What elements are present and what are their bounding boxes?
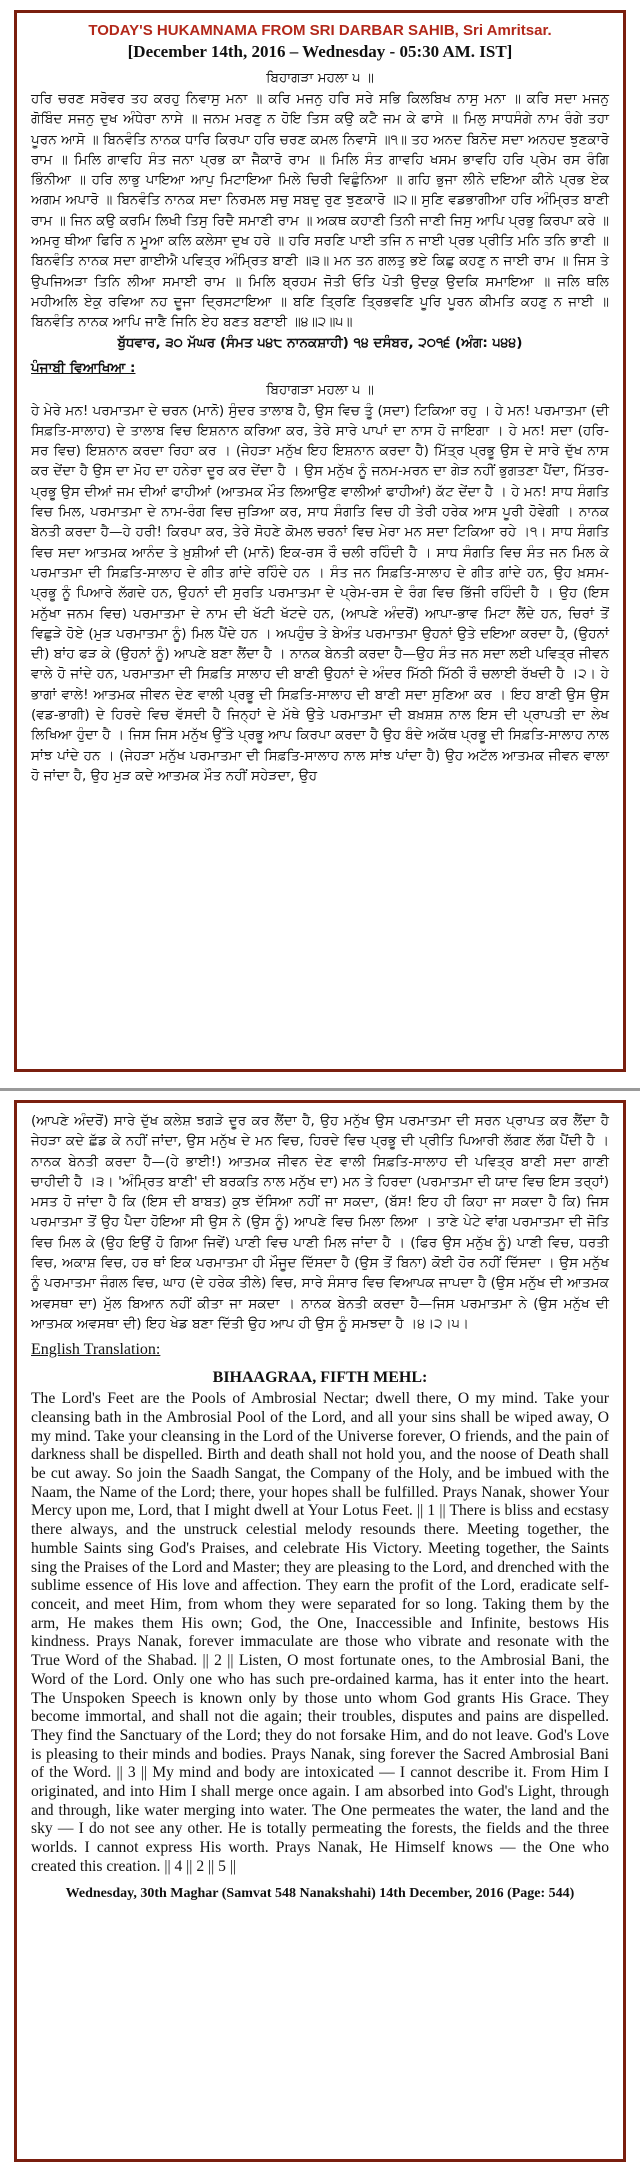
footer-date-line: Wednesday, 30th Maghar (Samvat 548 Nanakshahi) 14th December, 2016 (Page: 544) <box>65 1885 575 1901</box>
english-title: BIHAAGRAA, FIFTH MEHL: <box>212 1369 428 1387</box>
punjabi-text-part2: (ਆਪਣੇ ਅੰਦਰੋਂ) ਸਾਰੇ ਦੁੱਖ ਕਲੇਸ਼ ਝਗੜੇ ਦੂਰ ਕਰ ਲੈਂਦਾ ਹੈ, ਉਹ ਮਨੁੱਖ ਉਸ ਪਰਮਾਤਮਾ ਦੀ ਸਰਨ ਪ੍ਰਾਪਤ ਕਰ ਲੈਂਦਾ ਹੈ ਜੇਹੜਾ ਕਦੇ ਛੱਡ ਕੇ ਨਹੀਂ ਜਾਂਦਾ, ਉਸ ਮਨੁੱਖ ਦੇ ਮਨ ਵਿਚ, ਹਿਰਦੇ ਵਿਚ ਪ੍ਰਭੂ ਦੀ ਪ੍ਰੀਤਿ ਪਿਆਰੀ ਲੱਗਣ ਲੱਗ ਪੈਂਦੀ ਹੈ । ਨਾਨਕ ਬੇਨਤੀ ਕਰਦਾ ਹੈ—(ਹੇ ਭਾਈ!) ਆਤਮਕ ਜੀਵਨ ਦੇਣ ਵਾਲੀ ਸਿਫ਼ਤਿ-ਸਾਲਾਹ ਦੀ ਪਵਿਤ੍ਰ ਬਾਣੀ ਸਦਾ ਗਾਣੀ ਚਾਹੀਦੀ ਹੈ ।੩। 'ਅੰਮ੍ਰਿਤ ਬਾਣੀ' ਦੀ ਬਰਕਤਿ ਨਾਲ ਮਨੁੱਖ ਦਾ) ਮਨ ਤੇ ਹਿਰਦਾ (ਪਰਮਾਤਮਾ ਦੀ ਯਾਦ ਵਿਚ ਇਸ ਤਰ੍ਹਾਂ) ਮਸਤ ਹੋ ਜਾਂਦਾ ਹੈ ਕਿ (ਇਸ ਦੀ ਬਾਬਤ) ਕੁਝ ਦੱਸਿਆ ਨਹੀਂ ਜਾ ਸਕਦਾ, (ਬੱਸ! ਇਹ ਹੀ ਕਿਹਾ ਜਾ ਸਕਦਾ ਹੈ ਕਿ) ਜਿਸ ਪਰਮਾਤਮਾ ਤੋਂ ਉਹ ਪੈਦਾ ਹੋਇਆ ਸੀ ਉਸ ਨੇ (ਉਸ ਨੂੰ) ਆਪਣੇ ਵਿਚ ਮਿਲਾ ਲਿਆ । ਤਾਣੇ ਪੇਟੇ ਵਾਂਗ ਪਰਮਾਤਮਾ ਦੀ ਜੋਤਿ ਵਿਚ ਮਿਲ ਕੇ (ਉਹ ਇਉਂ ਹੋ ਗਿਆ ਜਿਵੇਂ) ਪਾਣੀ ਵਿਚ ਪਾਣੀ ਮਿਲ ਜਾਂਦਾ ਹੈ । (ਫਿਰ ਉਸ ਮਨੁੱਖ ਨੂੰ) ਪਾਣੀ ਵਿਚ, ਧਰਤੀ ਵਿਚ, ਅਕਾਸ਼ ਵਿਚ, ਹਰ ਥਾਂ ਇਕ ਪਰਮਾਤਮਾ ਹੀ ਮੌਜੂਦ ਦਿੱਸਦਾ ਹੈ (ਉਸ ਤੋਂ ਬਿਨਾ) ਕੋਈ ਹੋਰ ਨਹੀਂ ਦਿੱਸਦਾ । ਉਸ ਮਨੁੱਖ ਨੂੰ ਪਰਮਾਤਮਾ ਜੰਗਲ ਵਿਚ, ਘਾਹ (ਦੇ ਹਰੇਕ ਤੀਲੇ) ਵਿਚ, ਸਾਰੇ ਸੰਸਾਰ ਵਿਚ ਵਿਆਪਕ ਜਾਪਦਾ ਹੈ (ਉਸ ਮਨੁੱਖ ਦੀ ਆਤਮਕ ਅਵਸਥਾ ਦਾ) ਮੁੱਲ ਬਿਆਨ ਨਹੀਂ ਕੀਤਾ ਜਾ ਸਕਦਾ । ਨਾਨਕ ਬੇਨਤੀ ਕਰਦਾ ਹੈ—ਜਿਸ ਪਰਮਾਤਮਾ ਨੇ (ਉਸ ਮਨੁੱਖ ਦੀ ਆਤਮਕ ਅਵਸਥਾ ਦੀ) ਇਹ ਖੇਡ ਬਣਾ ਦਿੱਤੀ ਉਹ ਆਪ ਹੀ ਉਸ ਨੂੰ ਸਮਝਦਾ ਹੈ ।੪।੨।੫। <box>31 1113 609 1332</box>
hukamnama-panel <box>14 10 626 1072</box>
translation-panel <box>14 1100 626 2162</box>
section-divider <box>0 1088 640 1091</box>
english-text: The Lord's Feet are the Pools of Ambrosial Nectar; dwell there, O my mind. Take your cleansing bath in the Ambrosial Pool of the Lord, and all your sins shall be wiped away, O my mind. Take your cleansing in the Lord of the Universe forever, O friends, and the pain of darkness shall be dispelled. Birth and death shall not hold you, and the noose of Death shall be cut away. So join the Saadh Sangat, the Company of the Holy, and be imbued with the Naam, the Name of the Lord; there, your hopes shall be fulfilled. Prays Nanak, shower Your Mercy upon me, Lord, that I might dwell at Your Lotus Feet. || 1 || There is bliss and ecstasy there always, and the unstruck celestial melody resounds there. Meeting together, the humble Saints sing God's Praises, and celebrate His Victory. Meeting together, the Saints sing the Praises of the Lord and Master; they are pleasing to the Lord, and drenched with the sublime essence of His love and affection. They earn the profit of the Lord, eradicate self-conceit, and meet Him, from whom they were separated for so long. Taking them by the arm, He makes them His own; God, the One, Inaccessible and Infinite, bestows His kindness. Prays Nanak, forever immaculate are those who vibrate and resonate with the True Word of the Shabad. || 2 || Listen, O most fortunate ones, to the Ambrosial Bani, the Word of the Lord. Only one who has such pre-ordained karma, has it enter into the heart. The Unspoken Speech is known only by those unto whom God grants His Grace. They become immortal, and shall not die again; their troubles, disputes and pains are dispelled. They find the Sanctuary of the Lord; they do not forsake Him, and do not leave. God's Love is pleasing to their minds and bodies. Prays Nanak, sing forever the Sacred Ambrosial Bani of the Word. || 3 || My mind and body are intoxicated — I cannot describe it. From Him I originated, and into Him I shall merge once again. I am absorbed into God's Light, through and through, like water merging into water. The One permeates the water, the land and the sky — I do not see any other. He is totally permeating the forests, the fields and the three worlds. I cannot express His worth. Prays Nanak, He Himself knows — the One who created this creation. || 4 || 2 || 5 || <box>31 1390 609 1875</box>
hukamnama-heading: ਬਿਹਾਗੜਾ ਮਹਲਾ ੫ ॥ <box>266 70 374 86</box>
english-section-label: English Translation: <box>31 1341 161 1359</box>
punjabi-section-label: ਪੰਜਾਬੀ ਵਿਆਖਿਆ : <box>31 359 136 376</box>
punjabi-text-part1: ਹੇ ਮੇਰੇ ਮਨ! ਪਰਮਾਤਮਾ ਦੇ ਚਰਨ (ਮਾਨੋ) ਸੁੰਦਰ ਤਾਲਾਬ ਹੈ, ਉਸ ਵਿਚ ਤੂੰ (ਸਦਾ) ਟਿਕਿਆ ਰਹੁ । ਹੇ ਮਨ! ਪਰਮਾਤਮਾ (ਦੀ ਸਿਫ਼ਤਿ-ਸਾਲਾਹ) ਦੇ ਤਾਲਾਬ ਵਿਚ ਇਸ਼ਨਾਨ ਕਰਿਆ ਕਰ, ਤੇਰੇ ਸਾਰੇ ਪਾਪਾਂ ਦਾ ਨਾਸ ਹੋ ਜਾਇਗਾ । ਹੇ ਮਨ! ਸਦਾ (ਹਰਿ-ਸਰ ਵਿਚ) ਇਸ਼ਨਾਨ ਕਰਦਾ ਰਿਹਾ ਕਰ । (ਜੇਹੜਾ ਮਨੁੱਖ ਇਹ ਇਸ਼ਨਾਨ ਕਰਦਾ ਹੈ) ਮਿੱਤ੍ਰ ਪ੍ਰਭੂ ਉਸ ਦੇ ਸਾਰੇ ਦੁੱਖ ਨਾਸ ਕਰ ਦੇਂਦਾ ਹੈ ਉਸ ਦਾ ਮੋਹ ਦਾ ਹਨੇਰਾ ਦੂਰ ਕਰ ਦੇਂਦਾ ਹੈ । ਉਸ ਮਨੁੱਖ ਨੂੰ ਜਨਮ-ਮਰਨ ਦਾ ਗੇੜ ਨਹੀਂ ਭੁਗਤਣਾ ਪੈਂਦਾ, ਮਿੱਤਰ-ਪ੍ਰਭੂ ਉਸ ਦੀਆਂ ਜਮ ਦੀਆਂ ਫਾਹੀਆਂ (ਆਤਮਕ ਮੌਤ ਲਿਆਉਣ ਵਾਲੀਆਂ ਫਾਹੀਆਂ) ਕੱਟ ਦੇਂਦਾ ਹੈ । ਹੇ ਮਨ! ਸਾਧ ਸੰਗਤਿ ਵਿਚ ਮਿਲ, ਪਰਮਾਤਮਾ ਦੇ ਨਾਮ-ਰੰਗ ਵਿਚ ਜੁੜਿਆ ਕਰ, ਸਾਧ ਸੰਗਤਿ ਵਿਚ ਹੀ ਤੇਰੀ ਹਰੇਕ ਆਸ ਪੂਰੀ ਹੋਵੇਗੀ । ਨਾਨਕ ਬੇਨਤੀ ਕਰਦਾ ਹੈ—ਹੇ ਹਰੀ! ਕਿਰਪਾ ਕਰ, ਤੇਰੇ ਸੋਹਣੇ ਕੋਮਲ ਚਰਨਾਂ ਵਿਚ ਮੇਰਾ ਮਨ ਸਦਾ ਟਿਕਿਆ ਰਹੇ ।੧। ਸਾਧ ਸੰਗਤਿ ਵਿਚ ਸਦਾ ਆਤਮਕ ਆਨੰਦ ਤੇ ਖ਼ੁਸ਼ੀਆਂ ਦੀ (ਮਾਨੋ) ਇਕ-ਰਸ ਰੌ ਚਲੀ ਰਹਿੰਦੀ ਹੈ । ਸਾਧ ਸੰਗਤਿ ਵਿਚ ਸੰਤ ਜਨ ਮਿਲ ਕੇ ਪਰਮਾਤਮਾ ਦੀ ਸਿਫ਼ਤਿ-ਸਾਲਾਹ ਦੇ ਗੀਤ ਗਾਂਦੇ ਰਹਿੰਦੇ ਹਨ । ਸੰਤ ਜਨ ਸਿਫ਼ਤਿ-ਸਾਲਾਹ ਦੇ ਗੀਤ ਗਾਂਦੇ ਹਨ, ਉਹ ਖ਼ਸਮ-ਪ੍ਰਭੂ ਨੂੰ ਪਿਆਰੇ ਲੱਗਦੇ ਹਨ, ਉਹਨਾਂ ਦੀ ਸੁਰਤਿ ਪਰਮਾਤਮਾ ਦੇ ਪ੍ਰੇਮ-ਰਸ ਦੇ ਰੰਗ ਵਿਚ ਭਿੱਜੀ ਰਹਿੰਦੀ ਹੈ । ਉਹ (ਇਸ ਮਨੁੱਖਾ ਜਨਮ ਵਿਚ) ਪਰਮਾਤਮਾ ਦੇ ਨਾਮ ਦੀ ਖੱਟੀ ਖੱਟਦੇ ਹਨ, (ਆਪਣੇ ਅੰਦਰੋਂ) ਆਪਾ-ਭਾਵ ਮਿਟਾ ਲੈਂਦੇ ਹਨ, ਚਿਰਾਂ ਤੋਂ ਵਿਛੁੜੇ ਹੋਏ (ਮੁੜ ਪਰਮਾਤਮਾ ਨੂੰ) ਮਿਲ ਪੈਂਦੇ ਹਨ । ਅਪਹੁੰਚ ਤੇ ਬੇਅੰਤ ਪਰਮਾਤਮਾ ਉਹਨਾਂ ਉਤੇ ਦਇਆ ਕਰਦਾ ਹੈ, (ਉਹਨਾਂ ਦੀ) ਬਾਂਹ ਫੜ ਕੇ (ਉਹਨਾਂ ਨੂੰ) ਆਪਣੇ ਬਣਾ ਲੈਂਦਾ ਹੈ । ਨਾਨਕ ਬੇਨਤੀ ਕਰਦਾ ਹੈ—ਉਹ ਸੰਤ ਜਨ ਸਦਾ ਲਈ ਪਵਿਤ੍ਰ ਜੀਵਨ ਵਾਲੇ ਹੋ ਜਾਂਦੇ ਹਨ, ਪਰਮਾਤਮਾ ਦੀ ਸਿਫ਼ਤਿ ਸਾਲਾਹ ਦੀ ਬਾਣੀ ਉਹਨਾਂ ਦੇ ਅੰਦਰ ਮਿੱਠੀ ਮਿੱਠੀ ਰੌ ਚਲਾਈ ਰੱਖਦੀ ਹੈ ।੨। ਹੇ ਭਾਗਾਂ ਵਾਲੇ! ਆਤਮਕ ਜੀਵਨ ਦੇਣ ਵਾਲੀ ਪ੍ਰਭੂ ਦੀ ਸਿਫ਼ਤਿ-ਸਾਲਾਹ ਦੀ ਬਾਣੀ ਸਦਾ ਸੁਣਿਆ ਕਰ । ਇਹ ਬਾਣੀ ਉਸ ਉਸ (ਵਡ-ਭਾਗੀ) ਦੇ ਹਿਰਦੇ ਵਿਚ ਵੱਸਦੀ ਹੈ ਜਿਨ੍ਹਾਂ ਦੇ ਮੱਥੇ ਉਤੇ ਪਰਮਾਤਮਾ ਦੀ ਬਖ਼ਸ਼ਸ਼ ਨਾਲ ਇਸ ਦੀ ਪ੍ਰਾਪਤੀ ਦਾ ਲੇਖ ਲਿਖਿਆ ਹੁੰਦਾ ਹੈ । ਜਿਸ ਜਿਸ ਮਨੁੱਖ ਉੱਤੇ ਪ੍ਰਭੂ ਆਪ ਕਿਰਪਾ ਕਰਦਾ ਹੈ ਉਹ ਬੰਦੇ ਅਕੱਥ ਪ੍ਰਭੂ ਦੀ ਸਿਫ਼ਤਿ-ਸਾਲਾਹ ਨਾਲ ਸਾਂਝ ਪਾਂਦੇ ਹਨ । (ਜੇਹੜਾ ਮਨੁੱਖ ਪਰਮਾਤਮਾ ਦੀ ਸਿਫ਼ਤਿ-ਸਾਲਾਹ ਨਾਲ ਸਾਂਝ ਪਾਂਦਾ ਹੈ) ਉਹ ਅਟੱਲ ਆਤਮਕ ਜੀਵਨ ਵਾਲਾ ਹੋ ਜਾਂਦਾ ਹੈ, ਉਹ ਮੁੜ ਕਦੇ ਆਤਮਕ ਮੌਤ ਨਹੀਂ ਸਹੇੜਦਾ, ਉਹ <box>31 402 609 784</box>
hukamnama-date: [December 14th, 2016 – Wednesday - 05:30 AM. IST] <box>127 42 513 61</box>
punjabi-heading: ਬਿਹਾਗੜਾ ਮਹਲਾ ੫ ॥ <box>266 381 374 398</box>
page <box>14 10 626 1901</box>
hukamnama-text: ਹਰਿ ਚਰਣ ਸਰੋਵਰ ਤਹ ਕਰਹੁ ਨਿਵਾਸੁ ਮਨਾ ॥ ਕਰਿ ਮਜਨੁ ਹਰਿ ਸਰੇ ਸਭਿ ਕਿਲਬਿਖ ਨਾਸੁ ਮਨਾ ॥ ਕਰਿ ਸਦਾ ਮਜਨੁ ਗੋਬਿੰਦ ਸਜਨੁ ਦੁਖ ਅੰਧੇਰਾ ਨਾਸੇ ॥ ਜਨਮ ਮਰਣੁ ਨ ਹੋਇ ਤਿਸ ਕਉ ਕਟੈ ਜਮ ਕੇ ਫਾਸੇ ॥ ਮਿਲੁ ਸਾਧਸੰਗੇ ਨਾਮ ਰੰਗੇ ਤਹਾ ਪੂਰਨ ਆਸੋ ॥ ਬਿਨਵੰਤਿ ਨਾਨਕ ਧਾਰਿ ਕਿਰਪਾ ਹਰਿ ਚਰਣ ਕਮਲ ਨਿਵਾਸੋ ॥੧॥ ਤਹ ਅਨਦ ਬਿਨੋਦ ਸਦਾ ਅਨਹਦ ਝੁਣਕਾਰੋ ਰਾਮ ॥ ਮਿਲਿ ਗਾਵਹਿ ਸੰਤ ਜਨਾ ਪ੍ਰਭ ਕਾ ਜੈਕਾਰੋ ਰਾਮ ॥ ਮਿਲਿ ਸੰਤ ਗਾਵਹਿ ਖਸਮ ਭਾਵਹਿ ਹਰਿ ਪ੍ਰੇਮ ਰਸ ਰੰਗਿ ਭਿੰਨੀਆ ॥ ਹਰਿ ਲਾਭੁ ਪਾਇਆ ਆਪੁ ਮਿਟਾਇਆ ਮਿਲੇ ਚਿਰੀ ਵਿਛੁੰਨਿਆ ॥ ਗਹਿ ਭੁਜਾ ਲੀਨੇ ਦਇਆ ਕੀਨੇ ਪ੍ਰਭ ਏਕ ਅਗਮ ਅਪਾਰੋ ॥ ਬਿਨਵੰਤਿ ਨਾਨਕ ਸਦਾ ਨਿਰਮਲ ਸਚੁ ਸਬਦੁ ਰੁਣ ਝੁਣਕਾਰੋ ॥੨॥ ਸੁਣਿ ਵਡਭਾਗੀਆ ਹਰਿ ਅੰਮ੍ਰਿਤ ਬਾਣੀ ਰਾਮ ॥ ਜਿਨ ਕਉ ਕਰਮਿ ਲਿਖੀ ਤਿਸੁ ਰਿਦੈ ਸਮਾਣੀ ਰਾਮ ॥ ਅਕਥ ਕਹਾਣੀ ਤਿਨੀ ਜਾਣੀ ਜਿਸੁ ਆਪਿ ਪ੍ਰਭੁ ਕਿਰਪਾ ਕਰੇ ॥ ਅਮਰੁ ਥੀਆ ਫਿਰਿ ਨ ਮੂਆ ਕਲਿ ਕਲੇਸਾ ਦੁਖ ਹਰੇ ॥ ਹਰਿ ਸਰਣਿ ਪਾਈ ਤਜਿ ਨ ਜਾਈ ਪ੍ਰਭ ਪ੍ਰੀਤਿ ਮਨਿ ਤਨਿ ਭਾਣੀ ॥ ਬਿਨਵੰਤਿ ਨਾਨਕ ਸਦਾ ਗਾਈਐ ਪਵਿਤ੍ਰ ਅੰਮ੍ਰਿਤ ਬਾਣੀ ॥੩॥ ਮਨ ਤਨ ਗਲਤੁ ਭਏ ਕਿਛੁ ਕਹਣੁ ਨ ਜਾਈ ਰਾਮ ॥ ਜਿਸ ਤੇ ਉਪਜਿਅੜਾ ਤਿਨਿ ਲੀਆ ਸਮਾਈ ਰਾਮ ॥ ਮਿਲਿ ਬ੍ਰਹਮ ਜੋਤੀ ਓਤਿ ਪੋਤੀ ਉਦਕੁ ਉਦਕਿ ਸਮਾਇਆ ॥ ਜਲਿ ਥਲਿ ਮਹੀਅਲਿ ਏਕੁ ਰਵਿਆ ਨਹ ਦੂਜਾ ਦ੍ਰਿਸਟਾਇਆ ॥ ਬਣਿ ਤ੍ਰਿਣਿ ਤ੍ਰਿਭਵਣਿ ਪੂਰਿ ਪੂਰਨ ਕੀਮਤਿ ਕਹਣੁ ਨ ਜਾਈ ॥ ਬਿਨਵੰਤਿ ਨਾਨਕ ਆਪਿ ਜਾਣੈ ਜਿਨਿ ਏਹ ਬਣਤ ਬਣਾਈ ॥੪॥੨॥੫॥ <box>31 91 609 331</box>
page-title: TODAY'S HUKAMNAMA FROM SRI DARBAR SAHIB, Sri Amritsar. <box>88 22 552 39</box>
hukamnama-date-line: ਬੁੱਧਵਾਰ, ੩੦ ਮੱਘਰ (ਸੰਮਤ ੫੪੮ ਨਾਨਕਸ਼ਾਹੀ) ੧੪ ਦਸੰਬਰ, ੨੦੧੬ (ਅੰਗ: ੫੪੪) <box>117 334 523 351</box>
